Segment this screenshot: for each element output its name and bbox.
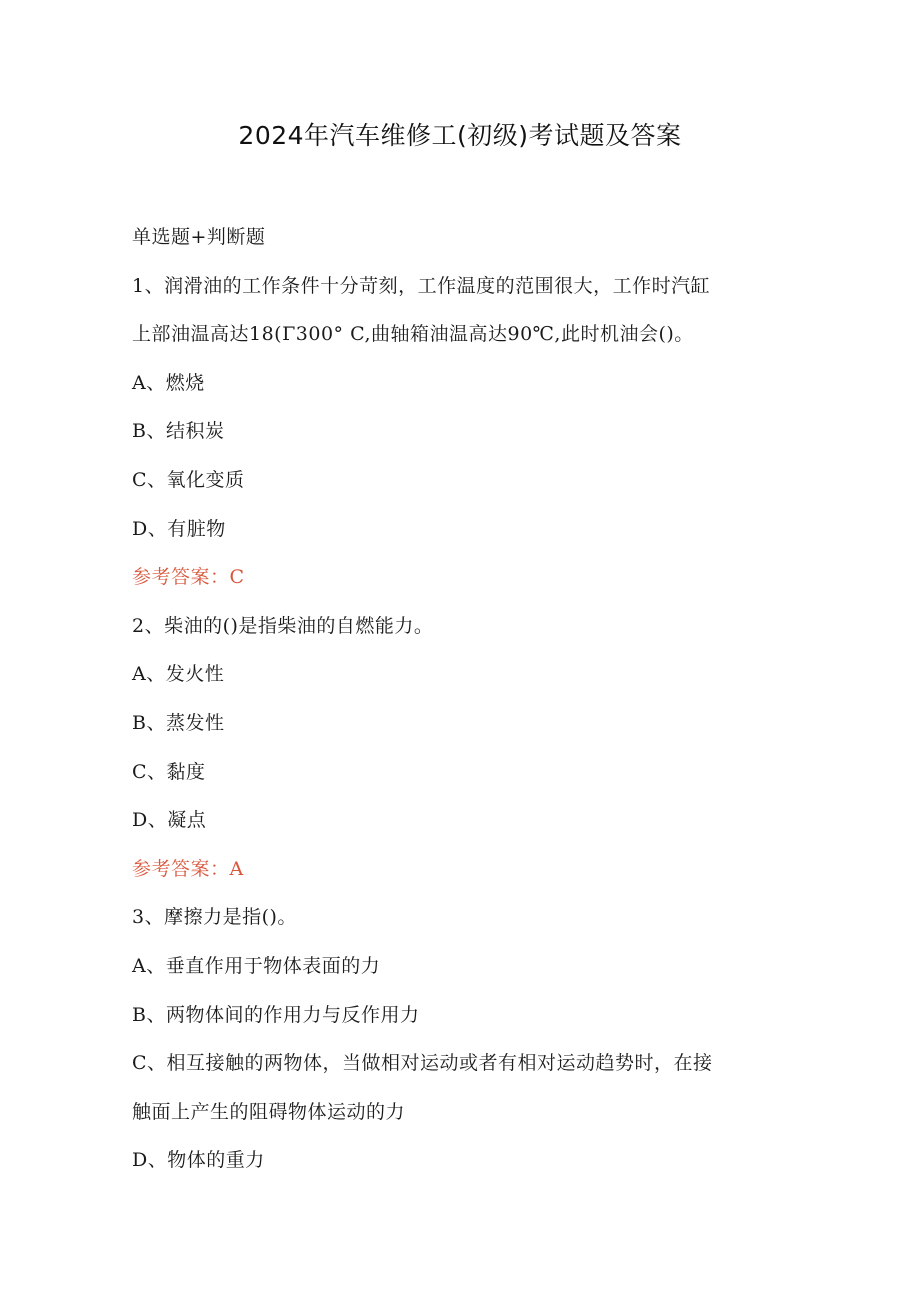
- question-2-option-b: B、蒸发性: [132, 711, 225, 734]
- document-title: 2024年汽车维修工(初级)考试题及答案: [238, 121, 682, 150]
- question-3-text: 3、摩擦力是指()。: [132, 906, 297, 929]
- question-3-option-a: A、垂直作用于物体表面的力: [132, 954, 381, 977]
- question-1-option-a: A、燃烧: [132, 371, 205, 394]
- question-3-option-b: B、两物体间的作用力与反作用力: [132, 1003, 420, 1026]
- document-body: [132, 213, 782, 1185]
- question-1-option-c: C、氧化变质: [132, 468, 245, 491]
- section-heading: 单选题+判断题: [132, 226, 266, 248]
- question-1-text: 1、润滑油的工作条件十分苛刻，工作温度的范围很大，工作时汽缸: [132, 274, 711, 297]
- question-2-option-c: C、黏度: [132, 760, 206, 783]
- question-1-option-b: B、结积炭: [132, 420, 225, 443]
- question-2-option-d: D、凝点: [132, 809, 207, 832]
- question-3-option-d: D、物体的重力: [132, 1149, 265, 1172]
- question-2-text: 2、柴油的()是指柴油的自燃能力。: [132, 614, 434, 637]
- question-1-option-d: D、有脏物: [132, 517, 226, 540]
- question-2-answer: 参考答案：A: [132, 857, 244, 880]
- question-3-option-c: C、相互接触的两物体，当做相对运动或者有相对运动趋势时，在接: [132, 1052, 713, 1075]
- question-1-answer: 参考答案：C: [132, 566, 245, 589]
- question-1-text-cont: 上部油温高达18(Γ300° C,曲轴箱油温高达90℃,此时机油会()。: [132, 323, 694, 346]
- question-3-option-c-cont: 触面上产生的阻碍物体运动的力: [132, 1100, 406, 1123]
- question-2-option-a: A、发火性: [132, 663, 225, 686]
